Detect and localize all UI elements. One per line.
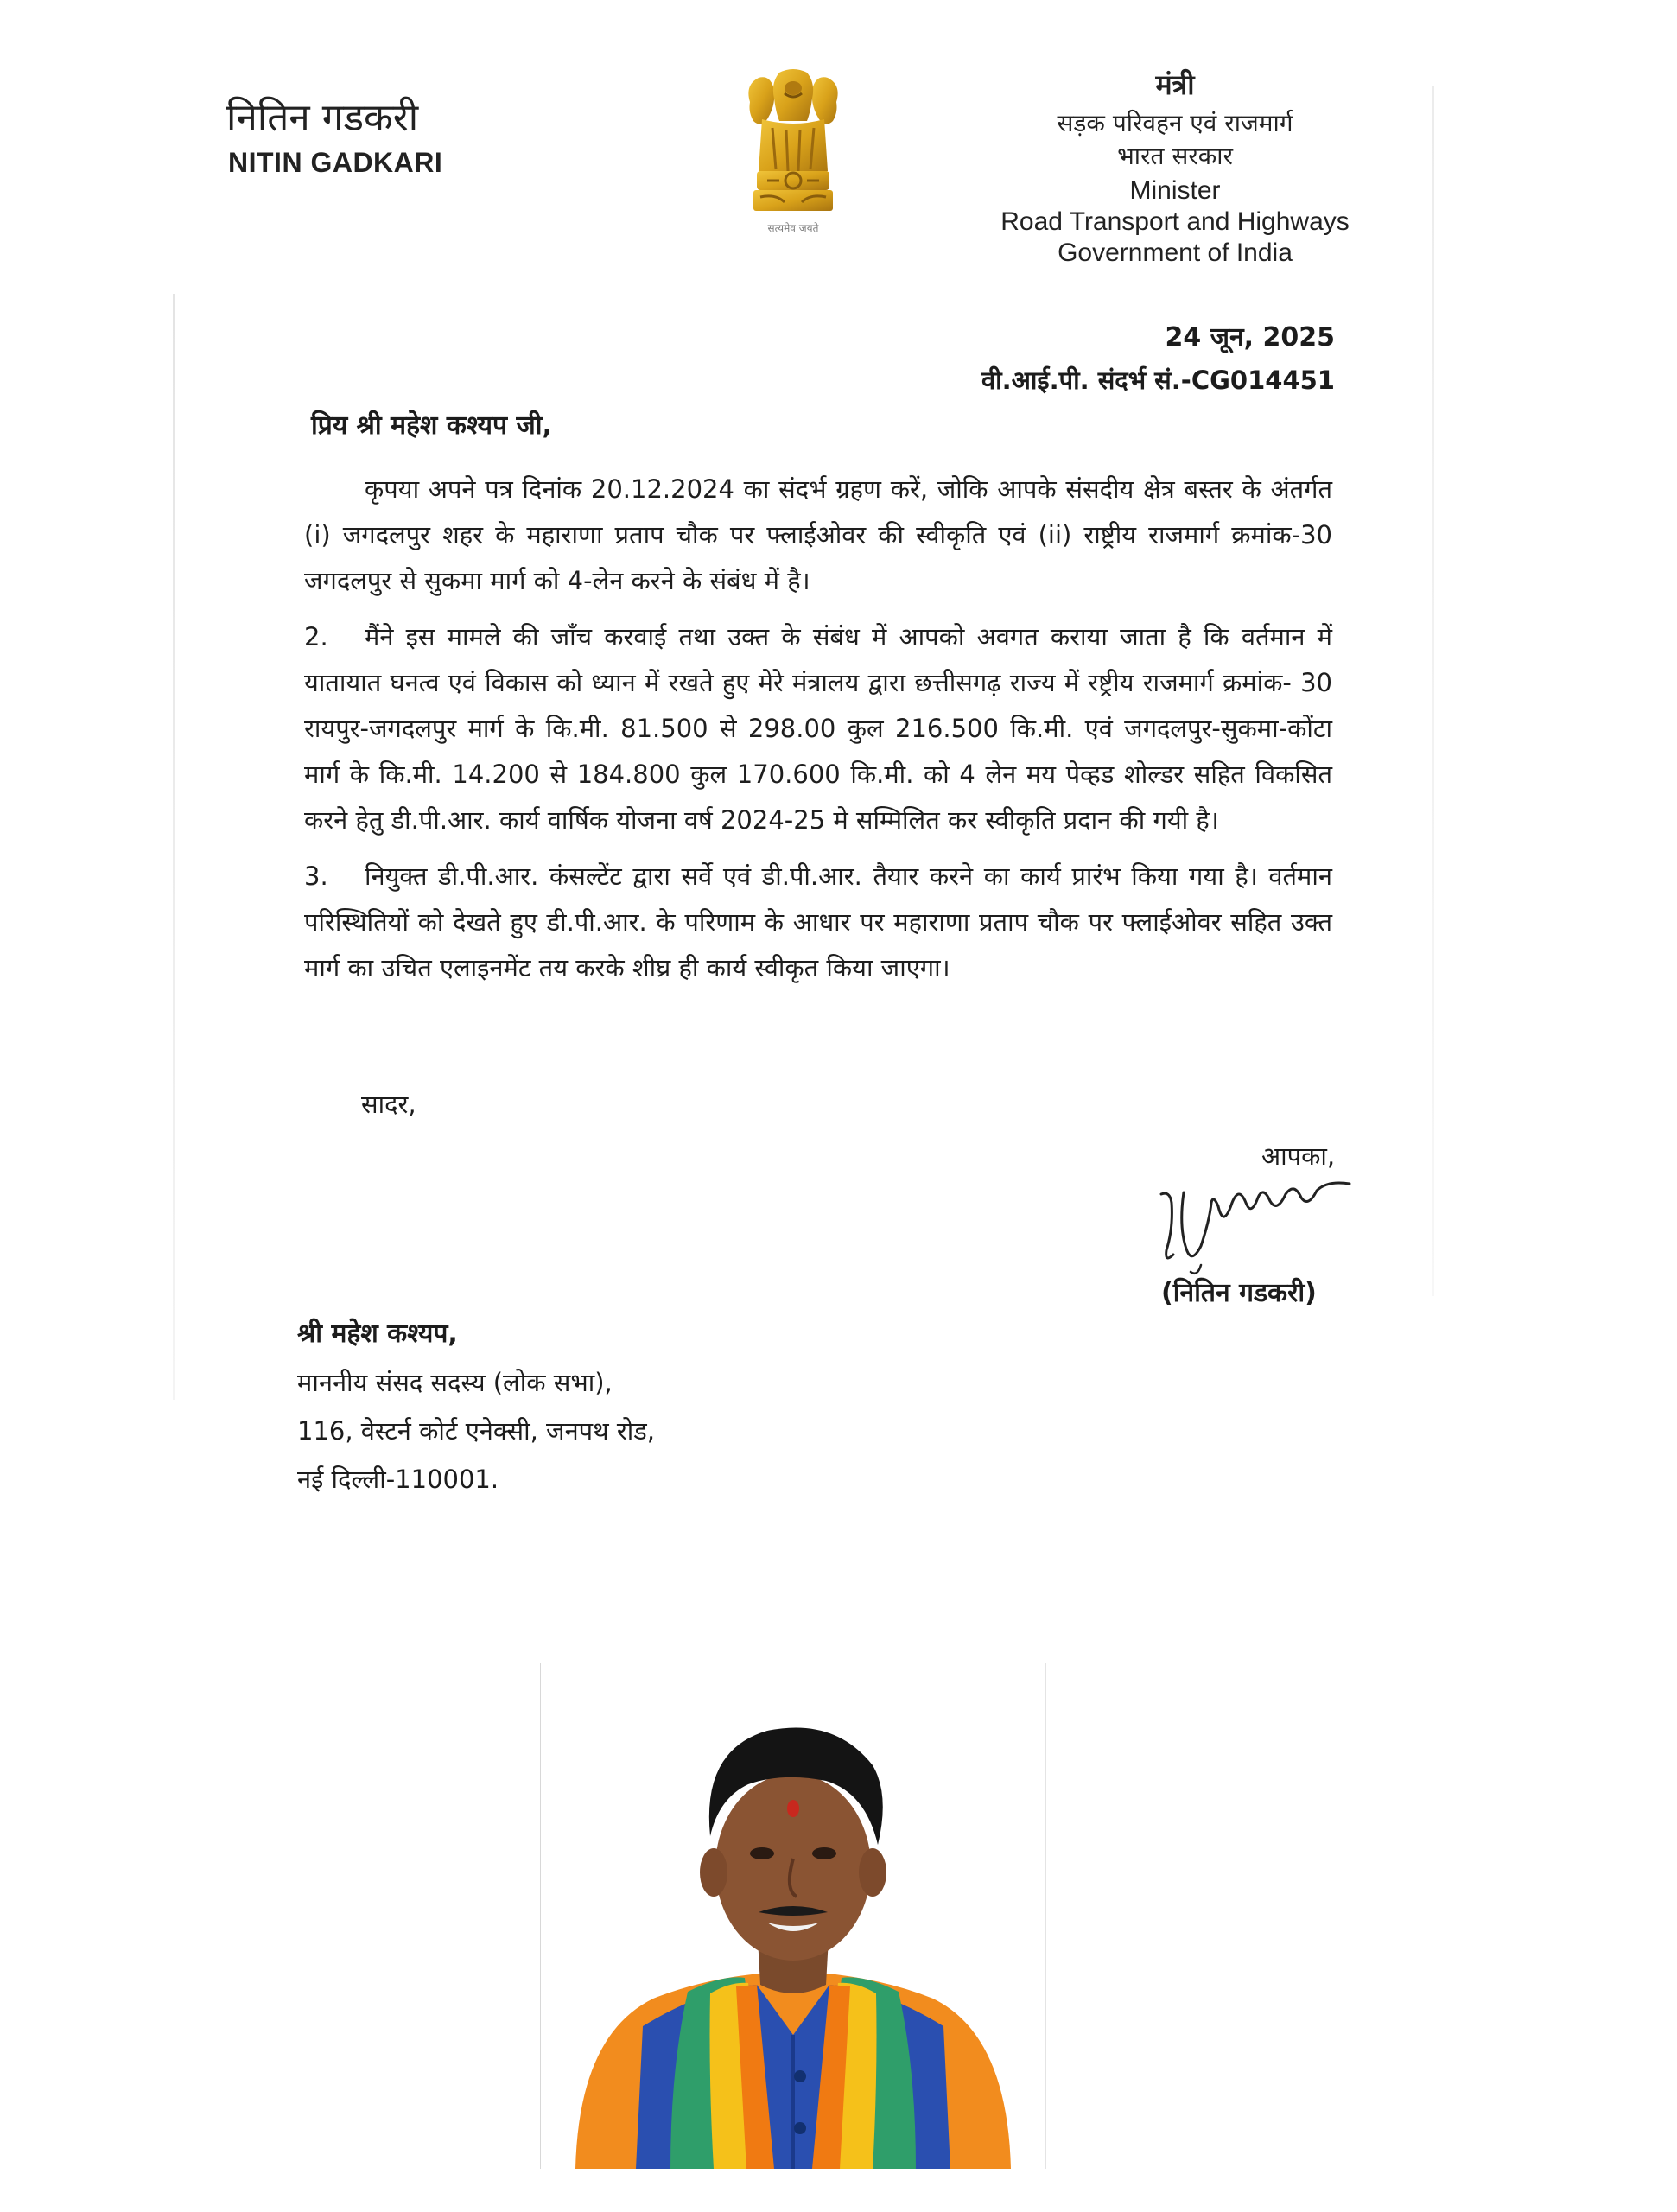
signature-stroke xyxy=(1149,1168,1356,1281)
paragraph-2-number: 2. xyxy=(304,622,328,652)
letter-date: 24 जून, 2025 xyxy=(1165,322,1335,353)
government-english: Government of India xyxy=(1058,238,1293,267)
paragraph-3-text: नियुक्त डी.पी.आर. कंसल्टेंट द्वारा सर्वे एवं डी.पी.आर. तैयार करने का कार्य प्रारंभ किया गया है। वर्तमान परिस्थितियों को देखते हुए डी.पी.आर. के परिणाम के आधार पर महाराणा प्रताप चौक पर फ्लाईओवर सहित उक्त मार्ग का उचित एलाइनमेंट तय करके शीघ्र ही कार्य स्वीकृत किया जाएगा। xyxy=(304,861,1332,982)
minister-title-english: Minister xyxy=(1129,176,1221,205)
letter-body xyxy=(304,467,1332,1001)
paragraph-3 xyxy=(304,854,1332,991)
paragraph-2 xyxy=(304,614,1332,843)
portrait-illustration xyxy=(541,1663,1045,2169)
page-edge-left xyxy=(173,294,175,1400)
sender-name-hindi: नितिन गडकरी xyxy=(226,96,419,140)
sender-name-english: NITIN GADKARI xyxy=(228,147,443,178)
paragraph-1: कृपया अपने पत्र दिनांक 20.12.2024 का संदर्भ ग्रहण करें, जोकि आपके संसदीय क्षेत्र बस्तर के अंतर्गत (i) जगदलपुर शहर के महाराणा प्रताप चौक पर फ्लाईओवर की स्वीकृति एवं (ii) राष्ट्रीय राजमार्ग क्रमांक-30 जगदलपुर से सुकमा मार्ग को 4-लेन करने के संबंध में है। xyxy=(304,474,1332,595)
ministry-name-hindi: सड़क परिवहन एवं राजमार्ग xyxy=(1057,109,1293,137)
minister-title-hindi: मंत्री xyxy=(1155,68,1195,101)
ministry-name-english: Road Transport and Highways xyxy=(1000,207,1350,236)
handwritten-signature xyxy=(1149,1168,1356,1281)
national-emblem-icon xyxy=(741,67,845,257)
paragraph-2-text: मैंने इस मामले की जाँच करवाई तथा उक्त के संबंध में आपको अवगत कराया जाता है कि वर्तमान में यातायात घनत्व एवं विकास को ध्यान में रखते हुए मेरे मंत्रालय द्वारा छत्तीसगढ़ राज्य में रष्ट्रीय राजमार्ग क्रमांक- 30 रायपुर-जगदलपुर मार्ग के कि.मी. 81.500 से 298.00 कुल 216.500 कि.मी. एवं जगदलपुर-सुकमा-कोंटा मार्ग के कि.मी. 14.200 से 184.800 कुल 170.600 कि.मी. को 4 लेन मय पेव्हड शोल्डर सहित विकसित करने हेतु डी.पी.आर. कार्य वार्षिक योजना वर्ष 2024-25 मे सम्मिलित कर स्वीकृति प्रदान की गयी है। xyxy=(304,622,1332,835)
recipient-designation: माननीय संसद सदस्य (लोक सभा), xyxy=(297,1368,613,1397)
recipient-address-block xyxy=(297,1310,655,1503)
closing-regards: सादर, xyxy=(361,1090,416,1119)
emblem-graphic xyxy=(741,67,845,257)
yours-sincerely: आपका, xyxy=(1261,1141,1336,1171)
salutation: प्रिय श्री महेश कश्यप जी, xyxy=(311,410,552,441)
signer-name: (नितिन गडकरी) xyxy=(1161,1278,1317,1308)
recipient-address-line-1: 116, वेस्टर्न कोर्ट एनेक्सी, जनपथ रोड, xyxy=(297,1416,655,1446)
minister-designation-block xyxy=(985,66,1365,269)
page-edge-right xyxy=(1432,86,1434,1296)
reference-number: वी.आई.पी. संदर्भ सं.-CG014451 xyxy=(981,365,1335,395)
government-hindi: भारत सरकार xyxy=(1117,142,1233,170)
recipient-portrait-photo xyxy=(540,1663,1046,2169)
recipient-name: श्री महेश कश्यप, xyxy=(297,1319,458,1349)
paragraph-3-number: 3. xyxy=(304,861,328,891)
recipient-address-line-2: नई दिल्ली-110001. xyxy=(297,1465,499,1494)
emblem-caption: सत्यमेव जयते xyxy=(767,222,819,234)
